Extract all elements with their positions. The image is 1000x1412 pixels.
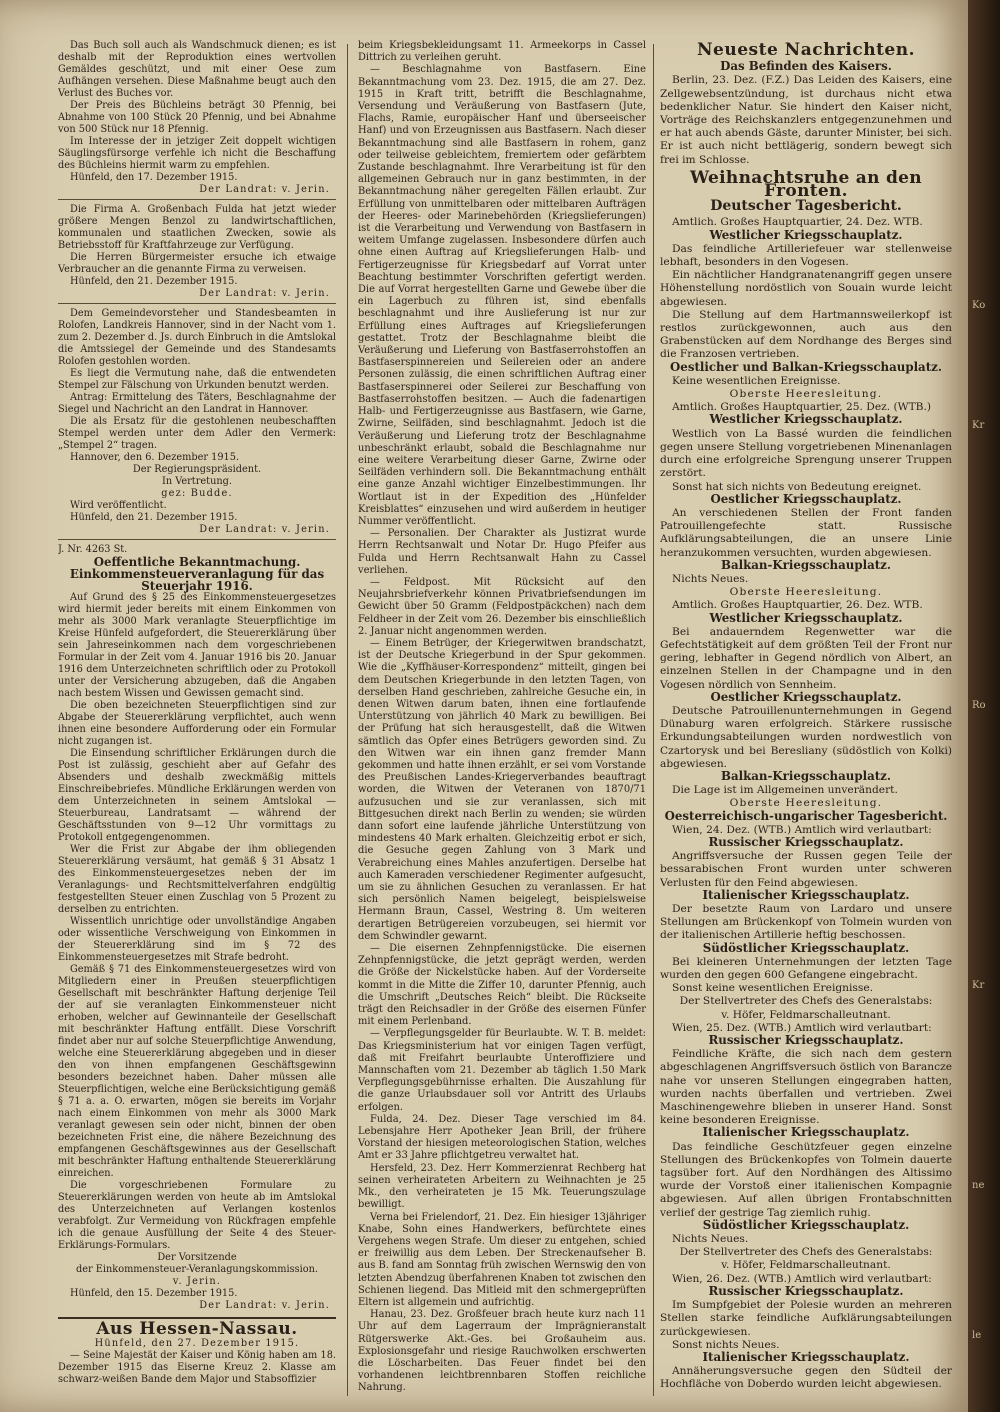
column-3 <box>660 40 952 1400</box>
edge-fragment: le <box>972 1330 982 1341</box>
theatre-heading: Südöstlicher Kriegsschauplatz. <box>702 940 910 955</box>
paragraph: Die oben bezeichneten Steuerpflichtigen sind zur Abgabe der Steuererklärung verpflichtet, auch wenn ihnen eine besondere Aufforderung oder ein Formular nicht zugangen ist. <box>58 700 336 747</box>
dateline: Hünfeld, den 17. Dezember 1915. <box>70 172 238 183</box>
signature: Oberste Heeresleitung. <box>729 796 883 810</box>
column-rule <box>347 44 348 1396</box>
theatre-heading: Italienischer Kriegsschauplatz. <box>702 1125 910 1140</box>
paragraph: Das feindliche Artilleriefeuer war stellenweise lebhaft, besonders in den Vogesen. <box>660 241 952 269</box>
article-field-post: — Feldpost. Mit Rücksicht auf den Neujahrsbriefverkehr können Privatbriefsendungen im Gewicht über 50 Gramm (Feldpostpäckchen) nach dem Feldheer in der Zeit vom 26. Dezember bis einschließlich 2. Januar nicht angenommen werden. <box>358 576 646 637</box>
paragraph: Wer die Frist zur Abgabe der ihm obliegenden Steuererklärung versäumt, hat gemäß § 31 Absatz 1 des Einkommensteuergesetzes neben der im Veranlagungs- und Rechtsmittelverfahren endgültig festgestellten Steuer einen Zuschlag von 5 Prozent zu derselben zu entrichten. <box>58 844 336 915</box>
paragraph: Im Interesse der in jetziger Zeit doppelt wichtigen Säuglingsfürsorge verfehle ich nicht die Beschaffung des Büchleins hiermit warm zu empfehlen. <box>58 136 336 171</box>
report-dateline: Wien, 26. Dez. (WTB.) Amtlich wird verlautbart: <box>672 1271 932 1285</box>
paragraph: Auf Grund des § 25 des Einkommensteuergesetzes wird hiermit jeder bereits mit einem Einkommen von mehr als 3000 Mark veranlagte Steuerpflichtige im Kreise Hünfeld aufgefordert, die Steuererklärung über sein Jahreseinkommen nach dem vorgeschriebenen Formular in der Zeit vom 4. Januar 1916 bis 20. Januar 1916 dem Unterzeichneten schriftlich oder zu Protokoll unter der Versicherung abzugeben, daß die Angaben nach bestem Wissen und Gewissen gemacht sind. <box>58 592 336 699</box>
paragraph: Dem Gemeindevorsteher und Standesbeamten in Rolofen, Landkreis Hannover, sind in der Nacht vom 1. zum 2. Dezember d. Js. durch Einbruch in die Amtslokal die Amtssiegel der Gemeinde und des Standesamts Rolofen gestohlen worden. <box>58 308 336 367</box>
report-dateline: Amtlich. Großes Hauptquartier, 24. Dez. WTB. <box>672 215 923 229</box>
paragraph: Keine wesentlichen Ereignisse. <box>672 373 841 387</box>
notice-title: Oeffentliche Bekanntmachung. <box>93 555 301 569</box>
theatre-heading: Russischer Kriegsschauplatz. <box>708 1033 904 1048</box>
report-dateline: Wien, 24. Dez. (WTB.) Amtlich wird verlautbart: <box>672 822 932 836</box>
paragraph: Der Preis des Büchleins beträgt 30 Pfennig, bei Abnahme von 100 Stück 20 Pfennig, und bei Abnahme von 500 Stück nur 18 Pfennig. <box>58 100 336 135</box>
theatre-heading: Westlicher Kriegsschauplatz. <box>709 412 903 427</box>
theatre-heading: Balkan-Kriegsschauplatz. <box>721 557 891 572</box>
section-heading: Aus Hessen-Nassau. <box>96 1319 298 1339</box>
paragraph: Es liegt die Vermutung nahe, daß die entwendeten Stempel zur Fälschung von Urkunden benutzt werden. <box>58 368 336 391</box>
paragraph: Im Sumpfgebiet der Polesie wurden an mehreren Stellen starke feindliche Aufklärungsabteilungen zurückgewiesen. <box>660 1298 952 1338</box>
signature: Der Landrat: v. Jerin. <box>199 1300 330 1311</box>
theatre-heading: Italienischer Kriegsschauplatz. <box>702 887 910 902</box>
paragraph: Die als Ersatz für die gestohlenen neubeschafften Stempel werden unter dem Adler den Vermerk: „Stempel 2“ tragen. <box>58 416 336 451</box>
paragraph: Sonst nichts Neues. <box>672 1337 780 1351</box>
paragraph: Die vorgeschriebenen Formulare zu Steuererklärungen werden von heute ab im Amtslokal des Unterzeichneten auf Verlangen kostenlos verabfolgt. Zur Vermeidung von Rückfragen empfehle ich die genaue Ausfüllung der Seite 4 des Steuer-Erklärungs-Formulars. <box>58 1180 336 1251</box>
signature: v. Höfer, Feldmarschalleutnant. <box>721 1007 891 1021</box>
paragraph: Berlin, 23. Dez. (F.Z.) Das Leiden des Kaisers, eine Zellgewebsentzündung, ist durchaus nicht etwa bedenklicher Natur. Sie hindert den Kaiser nicht, Vorträge des Reichskanzlers entgegenzunehmen und er hat auch abends Gäste, darunter Minister, bei sich. Er ist auch nicht bettlägerig, sondern bewegt sich frei im Schlosse. <box>660 73 952 166</box>
dateline: Hünfeld, den 21. Dezember 1915. <box>70 276 238 287</box>
paragraph: Sonst keine wesentlichen Ereignisse. <box>672 981 874 995</box>
paragraph: Annäherungsversuche gegen den Südteil der Hochfläche von Doberdo wurden leicht abgewiesen. <box>660 1364 952 1391</box>
paragraph: Ein nächtlicher Handgranatenangriff gegen unsere Höhenstellung nordöstlich von Souain wurde leicht abgewiesen. <box>660 268 952 308</box>
edge-fragment: Ko <box>972 300 986 311</box>
paragraph: Die Firma A. Großenbach Fulda hat jetzt wieder größere Mengen Benzol zu landwirtschaftlichen, kommunalen und staatlichen Zwecken, sowie als Betriebsstoff für Kraftfahrzeuge zur Verfügung. <box>58 204 336 251</box>
theatre-heading: Oestlicher Kriegsschauplatz. <box>710 491 902 506</box>
theatre-heading: Russischer Kriegsschauplatz. <box>708 834 904 849</box>
theatre-heading: Südöstlicher Kriegsschauplatz. <box>702 1217 910 1232</box>
signature: der Einkommensteuer-Veranlagungskommission. <box>76 1264 318 1275</box>
signature: v. Jerin. <box>172 1276 222 1287</box>
theatre-heading: Westlicher Kriegsschauplatz. <box>709 610 903 625</box>
report-dateline: Amtlich. Großes Hauptquartier, 25. Dez. (WTB.) <box>672 400 932 414</box>
dateline: Hannover, den 6. Dezember 1915. <box>70 452 240 463</box>
paragraph: Die Lage ist im Allgemeinen unverändert. <box>672 783 898 797</box>
edge-fragment: Kr <box>972 980 985 991</box>
paragraph: Nichts Neues. <box>672 571 749 585</box>
paragraph: Das Buch soll auch als Wandschmuck dienen; es ist deshalb mit der Reproduktion eines wertvollen Gemäldes geschützt, und mit einer Oese zum Aufhängen versehen. Diese Maßnahme beugt auch den Verlust des Buches vor. <box>58 40 336 99</box>
paragraph: Sonst hat sich nichts von Bedeutung ereignet. <box>672 479 922 493</box>
dateline: Hünfeld, den 15. Dezember 1915. <box>70 1288 238 1299</box>
section-heading: Neueste Nachrichten. <box>696 40 916 60</box>
column-2 <box>358 40 646 1400</box>
signature: Der Regierungspräsident. <box>132 464 262 475</box>
signature: Der Stellvertreter des Chefs des Generalstabs: <box>679 1245 933 1259</box>
paragraph: Die Stellung auf dem Hartmannsweilerkopf ist restlos zurückgewonnen, auch aus den Grabenstücken auf dem Nordhange des Berges sind die Franzosen vertrieben. <box>660 307 952 361</box>
notice-book <box>58 40 336 200</box>
article-rations: — Verpflegungsgelder für Beurlaubte. W. T. B. meldet: Das Kriegsministerium hat vor einigen Tagen verfügt, daß mit Freifahrt beurlaubte Unteroffiziere und Mannschaften vom 21. Dezember ab täglich 1.50 Mark Verpflegungsgebührnisse erhalten. Die Auszahlung für die ganze Urlaubsdauer soll vor Antritt des Urlaubs erfolgen. <box>358 1028 646 1113</box>
paragraph: Westlich von La Bassé wurden die feindlichen gegen unsere Stellung vorgetriebenen Minenanlagen durch eine erfolgreiche Sprengung unserer Truppen zerstört. <box>660 426 952 480</box>
dateline: Hünfeld, den 27. Dezember 1915. <box>94 1338 300 1349</box>
paragraph: Nichts Neues. <box>672 1232 749 1246</box>
paragraph: Deutsche Patrouillenunternehmungen in Gegend Dünaburg waren erfolgreich. Stärkere russische Erkundungsabteilungen wurden nordwestlich von Czartorysk und bei Beresliany (südöstlich von Kolki) abgewiesen. <box>660 703 952 770</box>
edge-fragment: Ro <box>972 700 986 711</box>
signature: Der Vorsitzende <box>157 1252 237 1263</box>
paragraph: Das feindliche Geschützfeuer gegen einzelne Stellungen des Brückenkopfes von Tolmein dauerte tagsüber fort. Auf den Nordhängen des Altissimo wurde der Vorstoß einer italienischen Kompagnie abgewiesen. Auf allen übrigen Frontabschnitten verlief der gestrige Tag ziemlich ruhig. <box>660 1139 952 1219</box>
signature: Oberste Heeresleitung. <box>729 387 883 401</box>
theatre-heading: Oestlicher und Balkan-Kriegsschauplatz. <box>670 359 942 374</box>
report-title: Oesterreichisch-ungarischer Tagesbericht. <box>664 808 948 823</box>
signature: Der Landrat: v. Jerin. <box>199 524 330 535</box>
paragraph: Angriffsversuche der Russen gegen Teile der bessarabischen Front wurden unter schweren Verlusten für den Feind abgewiesen. <box>660 849 952 889</box>
paragraph: — Seine Majestät der Kaiser und König haben am 18. Dezember 1915 das Eiserne Kreuz 2. Klasse am schwarz-weißen Bande dem Major und Stabsoffizier <box>58 1350 336 1385</box>
paragraph: Wissentlich unrichtige oder unvollständige Angaben oder wissentliche Verschweigung von Einkommen in der Steuererklärung sind im § 72 des Einkommensteuergesetzes mit Strafe bedroht. <box>58 916 336 963</box>
article-iron-coins: — Die eisernen Zehnpfennigstücke. Die eisernen Zehnpfennigstücke, die jetzt geprägt werden, werden die Größe der Nickelstücke haben. Auf der Vorderseite kommt in die Mitte die Ziffer 10, darunter Pfennig, auch die Umschrift „Deutsches Reich“ bleibt. Die Rückseite trägt den Reichsadler in der Größe des eisernen Fünfer mit einem Perlenband. <box>358 943 646 1028</box>
signature: Der Landrat: v. Jerin. <box>199 184 330 195</box>
notice-income-tax <box>58 544 336 1312</box>
paragraph: Bei kleineren Unternehmungen der letzten Tage wurden den gegen 600 Gefangene eingebracht. <box>660 954 952 982</box>
article-title: Das Befinden des Kaisers. <box>720 59 892 74</box>
theatre-heading: Oestlicher Kriegsschauplatz. <box>710 689 902 704</box>
notice-subtitle: Einkommensteuerveranlagung für das Steuerjahr 1916. <box>69 567 325 593</box>
theatre-heading: Italienischer Kriegsschauplatz. <box>702 1349 910 1364</box>
dateline: Hünfeld, den 21. Dezember 1915. <box>70 512 238 523</box>
paragraph: Die Einsendung schriftlicher Erklärungen durch die Post ist zulässig, geschieht aber auf Gefahr des Absenders und deshalb zweckmäßig mittels Einschreibebriefes. Mündliche Erklärungen werden von dem Unterzeichneten in seinem Amtslokal — Steuerbureau, Landratsamt — während der Geschäftsstunden von 9—12 Uhr vormittags zu Protokoll entgegengenommen. <box>58 748 336 843</box>
report-dateline: Wien, 25. Dez. (WTB.) Amtlich wird verlautbart: <box>672 1020 932 1034</box>
published-note: Wird veröffentlicht. <box>70 500 167 511</box>
notice-benzol <box>58 204 336 304</box>
reference-number: J. Nr. 4263 St. <box>58 544 128 555</box>
theatre-heading: Westlicher Kriegsschauplatz. <box>709 227 903 242</box>
article-hersfeld: Hersfeld, 23. Dez. Herr Kommerzienrat Rechberg hat seinen verheirateten Arbeitern zu Weihnachten je 25 Mk., den verheirateten je 15 Mk. Teuerungszulage bewilligt. <box>358 1162 646 1211</box>
signature: Oberste Heeresleitung. <box>729 585 883 599</box>
edge-fragment: Kr <box>972 420 985 431</box>
signature: In Vertretung. <box>162 476 232 487</box>
article-fraudster: — Einem Betrüger, der Kriegerwitwen brandschatzt, ist der Deutsche Kriegerbund in der Spur gekommen. Wie die „Kyffhäuser-Korrespondenz“ mitteilt, gingen bei dem Deutschen Kriegerbunde in den letzten Tagen, von derselben Hand geschrieben, zahlreiche Gesuche ein, in denen Witwen darum baten, ihnen eine fortlaufende Unterstützung von jährlich 40 Mark zu bewilligen. Bei der Prüfung hat sich herausgestellt, daß die Witwen sämtlich das Opfer eines Betrügers geworden sind. Zu den Witwen war ein ihnen ganz fremder Mann gekommen und hatte ihnen erzählt, er sei vom Vorstande des Preußischen Landes-Kriegerverbandes beauftragt worden, die Witwen der Veteranen von 1870/71 aufzusuchen und sie zur veranlassen, sich mit Bittgesuchen direkt nach Berlin zu wenden; sie würden dann sofort eine laufende jährliche Unterstützung von mindestens 40 Mark erhalten. Gleichzeitig erbot er sich, die Gesuche gegen Zahlung von 3 Mark und Verabreichung eines Mahles anzufertigen. Derselbe hat auch Kameraden verschiedener Regimenter aufgesucht, um sie zu ähnlichen Gesuchen zu veranlassen. Er hat sich persönlich Namen beigelegt, beispielsweise Hermann Braun, Cassel, Westring 8. Um weiteren derartigen Betrügereien vorzubeugen, sei hiermit vor dem Schwindler gewarnt. <box>358 637 646 942</box>
signature: Der Landrat: v. Jerin. <box>199 288 330 299</box>
report-title: Deutscher Tagesbericht. <box>710 198 902 215</box>
article-hanau: Hanau, 23. Dez. Großfeuer brach heute kurz nach 11 Uhr auf dem Lagerraum der Imprägnieranstalt Rütgerswerke Akt.-Ges. bei Großauheim aus. Explosionsgefahr und riesige Rauchwolken erschwerten die Löscharbeiten. Das Feuer findet bei den vorhandenen leichtbrennbaren Stoffen reichliche Nahrung. <box>358 1309 646 1394</box>
article-bast-fibres: — Beschlagnahme von Bastfasern. Eine Bekanntmachung vom 23. Dez. 1915, die am 27. Dez. 1915 in Kraft tritt, betrifft die Beschlagnahme, Versendung und Veräußerung von Bastfasern (Jute, Flachs, Ramie, europäischer Hanf und überseeischer Hanf) und von Erzeugnissen aus Bastfasern. Nach dieser Bekanntmachung sind alle Bastfasern in rohem, ganz oder teilweise gebleichtem, fremiertem oder gefärbtem Zustande beschlagnahmt. Ihre Verarbeitung ist für den allgemeinen Gebrauch nur in ganz bestimmten, in der Bekanntmachung näher geregelten Fällen erlaubt. Zur Erfüllung von unmittelbaren oder mittelbaren Aufträgen der Heeres- oder Marinebehörden (Kriegslieferungen) ist die Verarbeitung und Verwendung von Bastfasern in weitem Umfange zugelassen. Insbesondere dürfen auch ohne einen Auftrag auf Kriegslieferungen Halb- und Fertigerzeugnisse für Kriegsbedarf auf Vorrat unter Beachtung bestimmter Vorschriften gefertigt werden. Die auf Vorrat hergestellten Garne und Gewebe über die ein Lagerbuch zu führen ist, sind ebenfalls beschlagnahmt und ihre Auslieferung ist nur zur Erfüllung eines Auftrages auf Kriegslieferungen gestattet. Trotz der Beschlagnahme bleibt die Veräußerung und Lieferung von Bastfaserrohstoffen an Bastfaserspinnereien und Seilereien oder an andere Personen zulässig, die einen schriftlichen Auftrag einer Bastfaserspinnerei oder Seilerei zur Beschaffung von Bastfaserrohstoffen besitzen. — Auch die fadenartigen Halb- und Fertigerzeugnisse aus Bastfasern, wie Garne, Zwirne, Seilfäden, sind beschlagnahmt. Jedoch ist die Veräußerung und Lieferung trotz der Beschlagnahme unbeschränkt erlaubt, sobald die Beschlagnahme nur eine weitere Verarbeitung dieser Garne, Zwirne oder Seilfäden verhindern soll. Die Bekanntmachung enthält eine ganze Anzahl wichtiger Einzelbestimmungen. Ihr Wortlaut ist in der Expedition des „Hünfelder Kreisblattes“ einzusehen und wird außerdem in heutiger Nummer veröffentlicht. <box>358 64 646 527</box>
notice-stolen-seals <box>58 308 336 540</box>
paragraph: An verschiedenen Stellen der Front fanden Patrouillengefechte statt. Russische Aufklärungsabteilungen, die an unsere Linie heranzukommen versuchten, wurden abgewiesen. <box>660 505 952 559</box>
paragraph: Der besetzte Raum von Lardaro und unsere Stellungen am Brückenkopf von Tolmein wurden von der italienischen Artillerie heftig beschossen. <box>660 902 952 942</box>
article-personnel: — Personalien. Der Charakter als Justizrat wurde Herrn Rechtsanwalt und Notar Dr. Hugo Pfeifer aus Fulda und Herrn Rechtsanwalt Hahn zu Cassel verliehen. <box>358 528 646 576</box>
edge-fragment: ne <box>972 1180 985 1191</box>
theatre-heading: Balkan-Kriegsschauplatz. <box>721 768 891 783</box>
main-headline: Weihnachtsruhe an den Fronten. <box>690 167 922 202</box>
binding-edge <box>968 0 1000 1412</box>
paragraph: Die Herren Bürgermeister ersuche ich etwaige Verbraucher an die genannte Firma zu verweisen. <box>58 252 336 275</box>
paragraph: beim Kriegsbekleidungsamt 11. Armeekorps in Cassel Dittrich zu verleihen geruht. <box>358 40 646 64</box>
theatre-heading: Russischer Kriegsschauplatz. <box>708 1283 904 1298</box>
column-rule <box>653 44 654 1396</box>
paragraph: Bei andauerndem Regenwetter war die Gefechtstätigkeit auf dem größten Teil der Front nur gering, lebhafter in Gegend nördlich von Albert, an einzelnen Stellen in der Champagne und in den Vogesen nördlich von Sennheim. <box>660 624 952 691</box>
paragraph: Gemäß § 71 des Einkommensteuergesetzes wird von Mitgliedern einer in Preußen steuerpflichtigen Gesellschaft mit beschränkter Haftung derjenige Teil der auf sie veranlagten Einkommensteuer nicht erhoben, welcher auf Gewinnanteile der Gesellschaft mit beschränkter Haftung entfällt. Diese Vorschrift findet aber nur auf solche Steuerpflichtige Anwendung, welche eine Steuererklärung abgegeben und in dieser den von ihnen empfangenen Geschäftsgewinn besonders bezeichnet haben. Daher müssen alle Steuerpflichtigen, welche eine Berücksichtigung gemäß § 71 a. a. O. erwarten, mögen sie bereits im Vorjahr nach einem Einkommen von mehr als 3000 Mark veranlagt gewesen sein oder nicht, binnen der oben bezeichneten Frist eine, die nähere Bezeichnung des empfangenen Geschäftsgewinnes aus der Gesellschaft mit beschränkter Haftung enthaltende Steuererklärung einreichen. <box>58 964 336 1179</box>
signature: v. Höfer, Feldmarschalleutnant. <box>721 1258 891 1272</box>
article-fulda: Fulda, 24. Dez. Dieser Tage verschied im 84. Lebensjahre Herr Apotheker Jean Brill, der frühere Vorstand der hiesigen meteorologischen Station, welches Amt er 33 Jahre pflichtgetreu verwaltet hat. <box>358 1113 646 1162</box>
paragraph: Antrag: Ermittelung des Täters, Beschlagnahme der Siegel und Nachricht an den Landrat in Hannover. <box>58 392 336 415</box>
column-1 <box>58 40 336 1400</box>
signature: Der Stellvertreter des Chefs des Generalstabs: <box>679 994 933 1008</box>
paragraph: Feindliche Kräfte, die sich nach dem gestern abgeschlagenen Angriffsversuch östlich von Barancze nahe vor unseren Stellungen eingegraben hatten, wurden nachts überfallen und vertrieben. Zwei Maschinengewehre blieben in unserer Hand. Sonst keine besonderen Ereignisse. <box>660 1047 952 1127</box>
article-verna: Verna bei Frielendorf, 21. Dez. Ein hiesiger 13jähriger Knabe, Sohn eines Handwerkers, befürchtete eines Vergehens wegen Strafe. Um dieser zu entgehen, schied er freiwillig aus dem Leben. Der Streckenaufseher B. aus B. fand am Sonntag früh zwischen Wernswig den von letzten Abendzug überfahrenen Knaben tot zwischen den Schienen liegend. Das Mitleid mit den schmergeprüften Eltern ist allgemein und aufrichtig. <box>358 1211 646 1308</box>
report-dateline: Amtlich. Großes Hauptquartier, 26. Dez. WTB. <box>672 598 923 612</box>
signature: gez: Budde. <box>161 488 233 499</box>
